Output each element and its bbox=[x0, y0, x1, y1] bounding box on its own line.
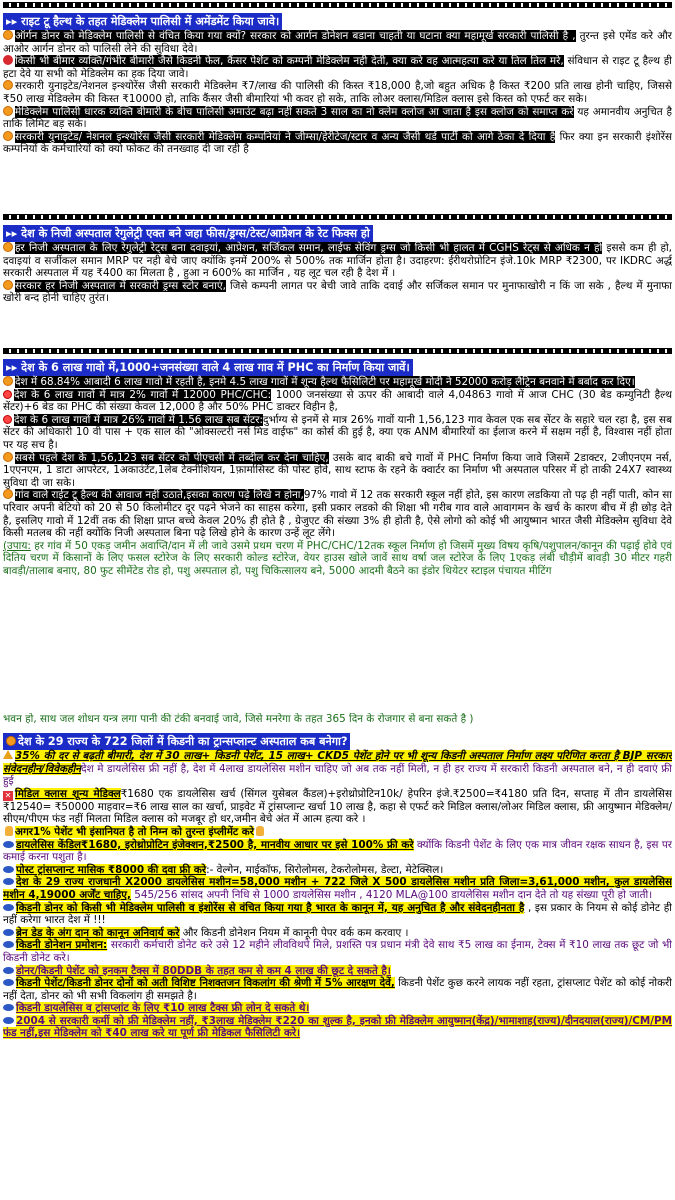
section-private-hospital-regulation bbox=[3, 212, 672, 348]
orange-circle-icon bbox=[6, 736, 16, 746]
cross-mark-icon: ✕ bbox=[4, 790, 12, 800]
orange-circle-icon bbox=[3, 242, 13, 252]
paragraph: देश के 6 लाख गावों में मात्र 2% गावों में 12000 PHC/CHC: 1000 जनसंख्या से ऊपर की आबादी वाले 4,04863 गावो में आज CHC (30 बेड कम्युनिटी हैल्थ सेंटर)+6 बेड का PHC की संख्या केवल 12,000 है और 50% PHC डाक्टर विहीन है, bbox=[3, 388, 672, 414]
paragraph: सरकारी युनाइटेड/नेशनल इन्श्योरेंस जैसी सरकारी मेडिक्लेम ₹7/लाख की पालिसी की किस्त ₹18,000 है,जो बहुत अधिक है किस्त ₹200 प्रति लाख होनी चाहिए, जिससे ₹50 लाख मेडिक्लेम की किस्त ₹10000 हो, ताकि कैंसर जैसी बीमारियां भी कवर हो सके, ताकि लोअर क्लास/मिडिल क्लास इसे किस्त को एफर्ट कर सके। bbox=[3, 80, 672, 105]
paragraph: मेडिक्लेम पालिसी धारक व्यक्ति बीमारी के बीच पालिसी अमाउंट बढ़ा नहीं सकते 3 साल का नो क्लेम क्लोज आ जाता है इस क्लोज को समाप्त करे यह अमानवीय अनुचित है ताकि लिमिट बड़ सके। bbox=[3, 105, 672, 131]
eye-icon bbox=[3, 866, 14, 873]
eye-icon bbox=[3, 841, 14, 848]
section-health-right bbox=[3, 0, 672, 232]
eye-icon bbox=[3, 941, 14, 948]
section-title: देश के 29 राज्य के 722 जिलों में किडनी का ट्रान्सप्लान्ट अस्पताल कब बनेगा? bbox=[3, 733, 350, 750]
orange-circle-icon bbox=[3, 106, 13, 116]
paragraph: ऑर्गन डोनर को मेडिक्लेम पालिसी से वंचित किया गया क्यों? सरकार को आर्गन डोनेशन बडाना चाहती या घटाना क्या महामूर्ख सरकारी पालिसी है , तुरन्त इसे एमेंड करे और आओर आर्गन डोनर को पालिसी लेने की सुविधा देवे। bbox=[3, 30, 672, 55]
paragraph: किडनी पेशेंट/किडनी डोनर दोनों को अती विशिष्ट निशक्तजन विकलांग की श्रेणी में 5% आरक्षण देवें, किडनी पेशेंट कुछ करने लायक नहीं रहता, ट्रांसप्लाट पेशेंट को कोई नोकरी नहीं देता, डोनर को भी सभी विकलांग ही समझते है। bbox=[3, 977, 672, 1002]
paragraph: सरकारी युनाइटेड/ नेशनल इन्श्योरेंस जैसी सरकारी मेडिक्लेम कम्पनियां ने जीम्सा/हेरीटेज/स्टार व अन्य जैसी थर्ड पार्टी को आगे ठेका दे दिया है फिर क्या इन सरकारी इंशोरेंस कम्पनियों के कर्मचारियों को क्यो फोकट की तनख्वाह दी जा रही है bbox=[3, 130, 672, 156]
eye-icon bbox=[3, 979, 14, 986]
eye-icon bbox=[3, 904, 14, 911]
orange-circle-icon bbox=[3, 131, 13, 141]
warning-icon bbox=[3, 750, 13, 759]
hands-icon bbox=[5, 826, 13, 836]
section-title: ▸▸ राइट टू हैल्थ के तहत मेडिक्लेम पालिसी में अमेंडमेंट किया जावे। bbox=[3, 13, 282, 30]
paragraph: 35% की दर से बढ़ती बीमारी, देश में 30 लाख+ किडनी पेशेंट, 15 लाख+ CKD5 पेशेंट होने पर भी शून्य किडनी अस्पताल निर्माण लक्ष्य परिणित करता है BJP सरकार संवेदनहीन/विवेकहीनदेश मे डायलेसिस फ्री नहीं है, देश में 4लाख डायलेसिस मशीन चाहिए जो अब तक नहीं मिली, न ही हर राज्य में सरकारी किडनी अस्पताल बने, न ही दवाएं फ्री हुई bbox=[3, 750, 672, 788]
eye-icon bbox=[3, 1004, 14, 1011]
eye-icon bbox=[3, 878, 14, 885]
paragraph: डोनर/किडनी पेशेंट को इनकम टैक्स में 80DDB के तहत कम से कम 4 लाख की छूट दे सकते है। bbox=[3, 965, 672, 978]
paragraph: ब्रेन डेड के अंग दान को कानून अनिवार्य करे और किडनी डोनेशन नियम में कानूनी पेपर वर्क कम करवाए । bbox=[3, 927, 672, 940]
red-no-entry-icon bbox=[3, 390, 12, 399]
section-kidney-transplant bbox=[3, 730, 672, 1200]
paragraph: ✕ मिडिल क्लास शून्य मेडिक्ल₹1680 एक डायलेसिस खर्च (सिंगल युसेबल कैंडल)+इरोथ्रोप्रोटिन10k/ हेपरिन इंजे.₹2500=₹4180 प्रति दिन, सप्ताह में तीन डायलेसिस ₹12540= ₹50000 माहवार=₹6 लाख साल का खर्चा, प्राइवेट में ट्रांसप्लान्ट खर्चा 10 लाख है, कहा से एफर्ट करे मिडिल क्लास/लोअर मिडिल क्लास, फ्री आयुष्मान मेडिक्लेम/सीएम/पीएम फंड नहीं मिलता मिडिल क्लास को मजबूर हो धर,जमीन बेचे अंत में आत्म हत्या करे । bbox=[3, 787, 672, 826]
paragraph: गांव वाले राईट टू हैल्थ की आवाज नहीं उठाते,इसका कारण पढ़े लिखे न होना,97% गावो में 12 तक सरकारी स्कूल नहीं होते, इस कारण लडकिया तो पढ़ ही नहीं पाती, कोन सा परिवार अपनी बेटियो को 20 से 50 किलोमीटर दूर पढ़ने भेजने का साहस करेगा, इसी प्रकार लडको की शिक्षा भी गरीब गाव वाले आवागमन के खर्च के कारण बीच में ही छोड़ देते है, इसलिए गावो में 12वीं तक की शिक्षा प्राप्त बच्चे केवल 20% ही होते है , ग्रेजुएट की संख्या 3% ही होती है, ऐसे लोगो को कोई भी आयुष्मान भारत जैसी मेडिक्लेम सुविधा देवे किसी मतलब की नहीं क्योंकि निजी अस्पताल बिना पढ़े लिखे होने के कारण उन्हें लूट लेंगे। bbox=[3, 489, 672, 540]
dashed-divider bbox=[3, 214, 672, 220]
eye-icon bbox=[3, 929, 14, 936]
paragraph: पोस्ट ट्रांसप्लान्ट मासिक ₹8000 की दवा फ्री करे:- वेल्गेन, माईकॉफ, सिरोलोमस, टेकरोलोमस, डेल्टा, मेटेक्सिल। bbox=[3, 864, 672, 877]
paragraph: अगर1% पेशेंट भी इंसानियत है तो निम्न को तुरन्त इंप्लीमेंट करे bbox=[3, 826, 672, 839]
orange-circle-icon bbox=[3, 489, 13, 499]
orange-circle-icon bbox=[3, 280, 13, 290]
orange-circle-icon bbox=[3, 452, 13, 462]
paragraph: सबसे पहले देश के 1,56,123 सब सेंटर को पीएचसी में तब्दील कर देना चाहिए, उसके बाद बाकी बचे गावों में PHC निर्माण किया जावे जिसमें 2डाक्टर, 2जीएनएम नर्स, 1एएनएम, 1 डाटा आपरेटर, 1अकाउंटेंट,1लेब टेक्नीशियन, 1फ़ार्मासिस्ट की पोस्ट होवे, साथ स्टाफ के रहने के क्वार्टर का निर्माण भी अस्पताल परिसर में हो ताकी 24X7 स्वास्थ्य सुविधा दी जा सके। bbox=[3, 451, 672, 489]
paragraph: डायलेसिस केंडिल₹1680, इरोथ्रोप्रोटिन इंजेक्शन,₹2500 है, मानवीय आधार पर इसे 100% फ्री करे क्योंकि किडनी पेशेंट के लिए एक मात्र जीवन रक्षक साधन है, इस पर कमाई करना पशुता है। bbox=[3, 838, 672, 864]
paragraph: देश में 68.84% आबादी 6 लाख गावो में रहती है, इनमे 4.5 लाख गावों में शून्य हैल्थ फैसिलिटी पर महामूर्ख मोदी ने 52000 करोड़ लैट्रिन बनवाने में बर्बाद कर दिए। bbox=[3, 376, 672, 389]
solution-paragraph: (उपाय: हर गांव में 50 एकड़ जमीन अवाप्ति/दान में ली जावे उसमे प्रथम चरण में PHC/CHC/12तक स्कूल निर्माण हो जिसमें मुख्य विषय कृषि/पशुपालन/कानून की पढ़ाई होवे एवं दितिय चरण में किसानों के लिए फसल स्टोरेज के लिए सरकारी कोल्ड स्टोरेज, वेयर हाउस खोले जावें साथ वर्षा जल स्टोरेज के लिए 1एकड़ लंबी चौड़ीमें बावड़ी 30 मीटर गहरी बावड़ी/तालाब बनाए, 80 फुट सीमेंटेड रोड हो, पशु अस्पताल हो, पशु चिकित्सालय बने, 5000 आदमी बैठने का इंडोर थियेटर स्टाइल पंचायत मीटिंग bbox=[3, 539, 672, 577]
eye-icon bbox=[3, 967, 14, 974]
dashed-divider bbox=[3, 348, 672, 354]
section-title: ▸▸ देश के निजी अस्पताल रेगुलेट्री एक्त बने जहा फीस/ड्रग्स/टेस्ट/आप्रेशन के रेट फिक्स हो bbox=[3, 225, 373, 242]
orange-circle-icon bbox=[3, 376, 13, 386]
paragraph: सरकार हर निजी अस्पताल में सरकारी ड्रग्स स्टोर बनाएं, जिसे कम्पनी लागत पर बेची जावे ताकि दवाई और सर्जिकल समान पर मुनाफाखोरी न किं जा सके , हैल्थ में मुनाफा खोरी बन्द होनी चाहिए तुरंत। bbox=[3, 279, 672, 305]
paragraph: किडनी डायलेसिस व ट्रांसप्लांट के लिए ₹10 लाख टैक्स फ्री लोन दे सकते थे। bbox=[3, 1002, 672, 1015]
orange-circle-icon bbox=[3, 30, 13, 40]
orange-circle-icon bbox=[3, 80, 13, 90]
solution-continuation: भवन हो, साथ जल शोधन यन्त्र लगा पानी की टंकी बनवाई जावे, जिसे मनरेगा के तहत 365 दिन के रोजगार से बना सकते है ) bbox=[3, 713, 474, 725]
dashed-divider bbox=[3, 2, 672, 8]
hands-icon bbox=[256, 826, 264, 836]
paragraph: किडनी डोनेशन प्रमोशन: सरकारी कर्मचारी डोनेट करे उसे 12 महीने लीवविथपे मिले, प्रशस्ति पत्र प्रधान मंत्री देवे साथ ₹5 लाख का ईनाम, टेक्स में ₹10 लाख तक छूट जो भी किडनी डोनेट करे। bbox=[3, 939, 672, 964]
paragraph: किसी भी बीमार व्यक्ति/गंभीर बीमारी जैसे किडनी फेल, कैंसर पेशेंट को कम्पनी मेडिक्लेम नही देती, क्या करे वह आत्महत्या करे या तिल तिल मरे, संविधान से राइट टू हैल्थ ही हटा देवे या सभी को मेडिक्लेम का हक दिया जावे। bbox=[3, 55, 672, 80]
red-no-entry-icon bbox=[3, 55, 13, 65]
red-no-entry-icon bbox=[3, 415, 12, 424]
paragraph: देश के 29 राज्य राजधानी X2000 डायलेसिस मशीन=58,000 मशीन + 722 जिले X 500 डायलेसिस मशीन प्रति जिला=3,61,000 मशीन, कुल डायलेसिस मशीन 4,19000 अर्जेंट चाहिए, 545/256 सांसद अपनी निधि से 1000 डायलेसिस मशीन , 4120 MLA@100 डायलेसिस मशीन दान देते तो यह संख्या पूरी हो जाती। bbox=[3, 876, 672, 901]
section-title: ▸▸ देश के 6 लाख गावो में,1000+जनसंख्या वाले 4 लाख गाव में PHC का निर्माण किया जावें। bbox=[3, 359, 413, 376]
paragraph: किडनी डोनर को किसी भी मेडिक्लेम पालिसी व इंशोरेंस से वंचित किया गया है भारत के कानून में, यह अनुचित है और संवेदनहीनता है , इस प्रकार के नियम से कोई डोनेट ही नहीं करेगा भारत देश में !!! bbox=[3, 901, 672, 927]
paragraph: हर निजी अस्पताल के लिए रेगुलेट्री रेट्स बना दवाइयां, आप्रेशन, सर्जिकल समान, लाईफ सेविंग ड्रग्स जो किसी भी हालत में CGHS रेट्स से अधिक न हो इससे कम ही हो, दवाइयां व सर्जीकल समान MRP पर नही बेचे जाए क्योंकि इनमें 200% से 500% तक मार्जिन होता है। उदाहरण: ईरीथरोप्रोटिन इंजे.10k MRP ₹2300, पर IKDRC अर्द्ध सरकारी अस्पताल में यह ₹400 का मिलता है , हुआ न 600% का मार्जिन , यह लूट चल रही है देश में । bbox=[3, 242, 672, 280]
eye-icon bbox=[3, 1017, 14, 1024]
paragraph: देश के 6 लाख गावों में मात्र 26% गावों में 1.56 लाख सब सेंटर:दुर्भाग्य से इनमें से मात्र 26% गावों यानी 1,56,123 गाव केवल एक सब सेंटर के सहारे चल रहा है, इस सब सेंटर की अधिकारी 10 वी पास + एक साल की "ओक्सल्टरी नर्स मिड वाईफ" का कोर्स की हुई है, क्या एक ANM बीमारियों का ईलाज करने में सक्षम नहीं है, विश्वास नहीं होता पर यह सच है। bbox=[3, 413, 672, 451]
paragraph: 2004 से सरकारी कर्मी को फ्री मेडिक्लेम नहीं, ₹3लाख मेडिक्लेम ₹220 का शुल्क है, इनको फ्री मेडिक्लेम आयुष्मान(केंद्र)/भामाशाह(राज्य)/दीनदयाल(राज्य)/CM/PM फंड नहीं,इस मेडिक्लेम को ₹40 लाख करे या पूर्ण फ्री मेडिकल फैसिलिटी करे। bbox=[3, 1014, 672, 1040]
section-village-phc bbox=[3, 346, 672, 722]
